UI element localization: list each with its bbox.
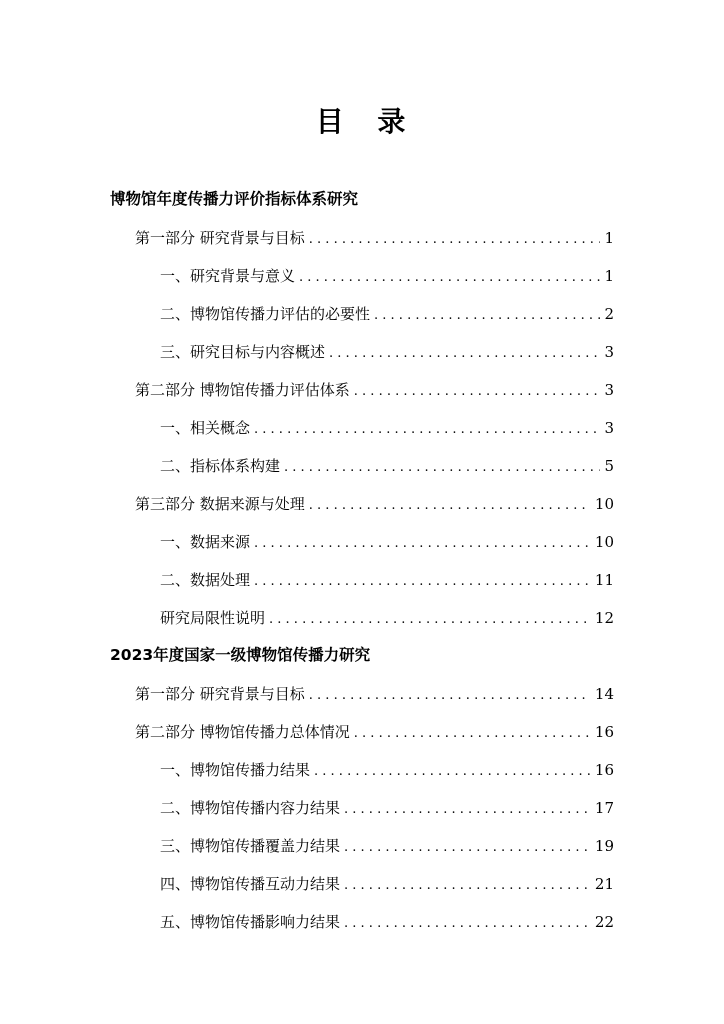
toc-entry-page: 12 [594, 609, 614, 627]
toc-entry-page: 1 [604, 267, 614, 285]
toc-entry-label: 一、博物馆传播力结果 [160, 761, 311, 779]
toc-entry[interactable] [135, 684, 614, 706]
toc-entry-label: 五、博物馆传播影响力结果 [160, 913, 341, 931]
toc-entry[interactable] [160, 570, 614, 592]
dot-leader [299, 268, 600, 288]
page-title: 目 录 [315, 105, 409, 138]
toc-entry-page: 14 [594, 685, 614, 703]
toc-entry-label: 研究局限性说明 [160, 609, 266, 627]
toc-entry-page: 11 [594, 571, 614, 589]
toc-entry-page: 19 [594, 837, 614, 855]
toc-entry-page: 3 [604, 381, 614, 399]
toc-entry-page: 21 [594, 875, 614, 893]
toc-entry[interactable] [160, 456, 614, 478]
toc-entry-label: 二、博物馆传播内容力结果 [160, 799, 341, 817]
toc-entry[interactable] [160, 266, 614, 288]
toc-entry-label: 第二部分 博物馆传播力总体情况 [135, 723, 350, 741]
dot-leader [254, 534, 591, 554]
dot-leader [269, 610, 591, 630]
toc-entry-label: 一、数据来源 [160, 533, 251, 551]
toc-entry[interactable] [135, 380, 614, 402]
toc-entry-label: 四、博物馆传播互动力结果 [160, 875, 341, 893]
dot-leader [354, 382, 600, 402]
dot-leader [344, 914, 591, 934]
dot-leader [344, 800, 591, 820]
dot-leader [284, 458, 600, 478]
toc-entry-label: 一、研究背景与意义 [160, 267, 296, 285]
toc-entry-page: 2 [604, 305, 614, 323]
toc-entry-page: 5 [604, 457, 614, 475]
dot-leader [309, 496, 591, 516]
toc-entry-page: 3 [604, 419, 614, 437]
toc-entry-label: 二、博物馆传播力评估的必要性 [160, 305, 371, 323]
toc-entry-page: 16 [594, 723, 614, 741]
dot-leader [354, 724, 591, 744]
toc-entry-label: 一、相关概念 [160, 419, 251, 437]
toc-entry-page: 16 [594, 761, 614, 779]
toc-entry[interactable] [160, 342, 614, 364]
toc-entry-page: 10 [594, 533, 614, 551]
toc-entry[interactable] [160, 304, 614, 326]
section-heading-1: 博物馆年度传播力评价指标体系研究 [110, 190, 359, 208]
toc-entry[interactable] [160, 760, 614, 782]
toc-entry-label: 二、数据处理 [160, 571, 251, 589]
dot-leader [374, 306, 600, 326]
toc-entry[interactable] [160, 874, 614, 896]
toc-entry-page: 3 [604, 343, 614, 361]
dot-leader [254, 572, 591, 592]
toc-entry[interactable] [160, 798, 614, 820]
toc-entry-label: 第一部分 研究背景与目标 [135, 685, 305, 703]
dot-leader [309, 230, 600, 250]
toc-entry[interactable] [160, 418, 614, 440]
toc-entry-label: 第三部分 数据来源与处理 [135, 495, 305, 513]
toc-entry-page: 10 [594, 495, 614, 513]
toc-entry-label: 第一部分 研究背景与目标 [135, 229, 305, 247]
toc-entry[interactable] [160, 912, 614, 934]
toc-entry[interactable] [160, 836, 614, 858]
toc-entry-label: 二、指标体系构建 [160, 457, 281, 475]
dot-leader [344, 838, 591, 858]
dot-leader [314, 762, 591, 782]
toc-entry[interactable] [135, 494, 614, 516]
toc-entry[interactable] [135, 228, 614, 250]
dot-leader [309, 686, 591, 706]
toc-entry-page: 1 [604, 229, 614, 247]
section-heading-2: 2023年度国家一级博物馆传播力研究 [110, 646, 371, 664]
dot-leader [254, 420, 600, 440]
dot-leader [329, 344, 600, 364]
dot-leader [344, 876, 591, 896]
toc-entry-label: 三、研究目标与内容概述 [160, 343, 326, 361]
toc-entry[interactable] [135, 722, 614, 744]
toc-entry[interactable] [160, 532, 614, 554]
toc-entry-label: 三、博物馆传播覆盖力结果 [160, 837, 341, 855]
toc-entry-page: 17 [594, 799, 614, 817]
toc-entry-page: 22 [594, 913, 614, 931]
toc-entry[interactable] [160, 608, 614, 630]
toc-entry-label: 第二部分 博物馆传播力评估体系 [135, 381, 350, 399]
